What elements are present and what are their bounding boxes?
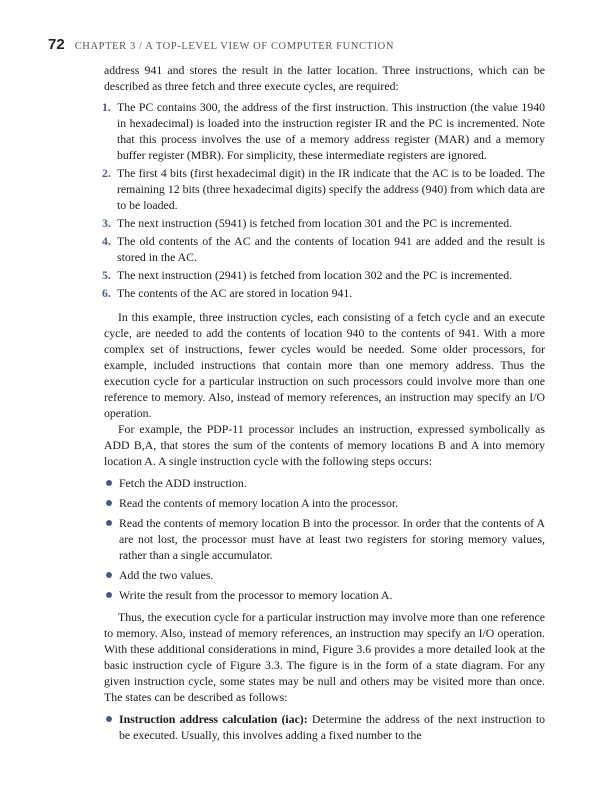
- paragraph-pdp11: For example, the PDP-11 processor includes an instruction, expressed symbolically as ADD B,A, that stores the sum of the contents of memory locations B and A into memory location A. A single instruction cycle with the following steps occurs:: [104, 422, 545, 468]
- bullet-item: [104, 567, 545, 583]
- step-text: The next instruction (5941) is fetched from location 301 and the PC is incremented.: [117, 216, 513, 230]
- paragraph-states: Thus, the execution cycle for a particular instruction may involve more than one reference to memory. Also, instead of memory references, an instruction may specify an I/O operation. With these additional considerations in mind, Figure 3.6 provides a more detailed look at the basic instruction cycle of Figure 3.3. The figure is in the form of a state diagram. For any given instruction cycle, some states may be null and others may be visited more than once. The states can be described as follows:: [104, 610, 545, 704]
- bullet-item: [104, 495, 545, 511]
- step-list: [104, 99, 545, 301]
- step-text: The contents of the AC are stored in location 941.: [117, 286, 353, 300]
- step-text: The first 4 bits (first hexadecimal digit) in the IR indicate that the AC is to be loaded. The remaining 12 bits (three hexadecimal digits) specify the address (940) from which data are to be loaded.: [117, 166, 545, 212]
- bullet-item: [104, 475, 545, 491]
- step-number: 4.: [102, 234, 111, 248]
- bullet-text: Read the contents of memory location B into the processor. In order that the contents of A are not lost, the processor must have at least two registers for storing memory values, rather than a single accumulator.: [119, 516, 545, 562]
- intro-paragraph: address 941 and stores the result in the latter location. Three instructions, which can be described as three fetch and three execute cycles, are required:: [104, 63, 545, 93]
- bullet-icon: [106, 572, 112, 578]
- step-number: 3.: [102, 216, 111, 230]
- step-item: [104, 215, 545, 231]
- bullet-item: [104, 515, 545, 563]
- step-number: 6.: [102, 286, 111, 300]
- step-item: [104, 233, 545, 265]
- step-item: [104, 165, 545, 213]
- running-head: CHAPTER 3 / A TOP-LEVEL VIEW OF COMPUTER FUNCTION: [74, 41, 395, 52]
- bullet-text: Write the result from the processor to memory location A.: [119, 588, 393, 602]
- state-description: Determine the address of the next instruction to be executed. Usually, this involves adding a fixed number to the: [119, 712, 546, 742]
- step-number: 5.: [102, 268, 111, 282]
- step-text: The old contents of the AC and the contents of location 941 are added and the result is stored in the AC.: [117, 234, 545, 264]
- bullet-icon: [106, 592, 112, 598]
- bullet-text: Fetch the ADD instruction.: [119, 476, 247, 490]
- bullet-icon: [106, 520, 112, 526]
- bullet-list: [104, 475, 545, 603]
- page-header: [48, 36, 584, 56]
- bullet-text: Add the two values.: [119, 568, 214, 582]
- state-list: [104, 711, 545, 743]
- state-item: [104, 711, 545, 743]
- step-text: The PC contains 300, the address of the first instruction. This instruction (the value 1940 in hexadecimal) is loaded into the instruction register IR and the PC is incremented. Note that this process involves the use of a memory address register (MAR) and a memory buffer register (MBR). For simplicity, these intermediate registers are ignored.: [117, 100, 545, 162]
- step-number: 1.: [102, 100, 111, 114]
- bullet-text: Read the contents of memory location A into the processor.: [119, 496, 399, 510]
- page-number: 72: [48, 36, 65, 53]
- bullet-item: [104, 587, 545, 603]
- paragraph-example: In this example, three instruction cycles, each consisting of a fetch cycle and an execute cycle, are needed to add the contents of location 940 to the contents of 941. With a more complex set of instructions, fewer cycles would be needed. Some older processors, for example, included instructions that contain more than one memory address. Thus the execution cycle for a particular instruction on such processors could involve more than one reference to memory. Also, instead of memory references, an instruction may specify an I/O operation.: [104, 310, 545, 420]
- bullet-icon: [106, 716, 112, 722]
- bullet-icon: [106, 480, 112, 486]
- step-item: [104, 267, 545, 283]
- step-text: The next instruction (2941) is fetched from location 302 and the PC is incremented.: [117, 268, 513, 282]
- bullet-icon: [106, 500, 112, 506]
- step-item: [104, 99, 545, 163]
- step-number: 2.: [102, 166, 111, 180]
- state-term: Instruction address calculation (iac):: [119, 712, 308, 726]
- page-body: [104, 62, 545, 749]
- step-item: [104, 285, 545, 301]
